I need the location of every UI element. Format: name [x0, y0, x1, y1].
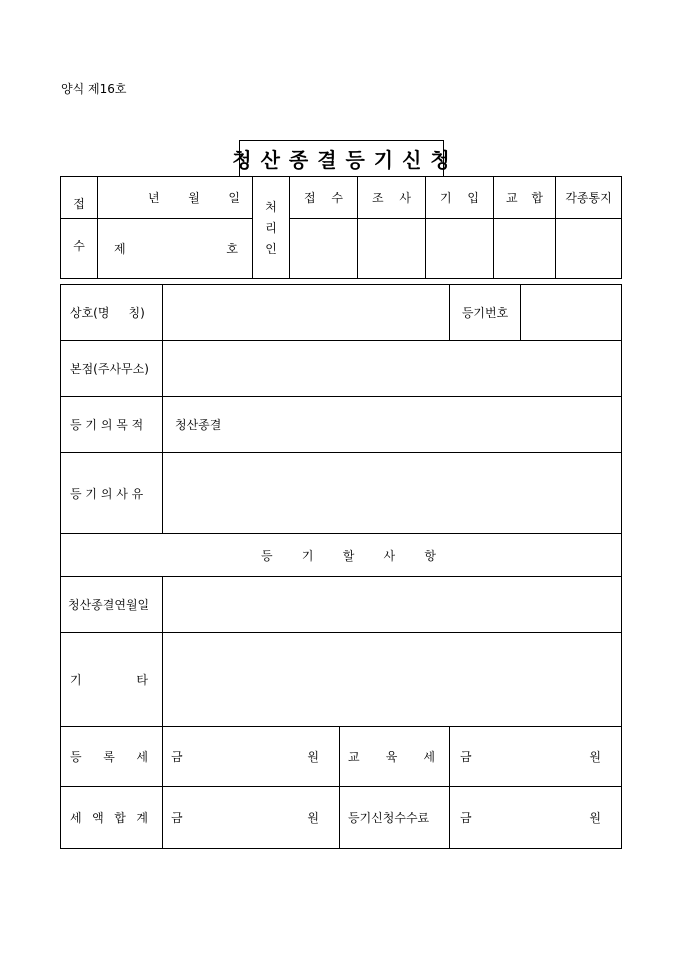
- col-verify: [494, 177, 556, 219]
- col-char: 입: [467, 191, 479, 205]
- matters-char: 항: [424, 548, 436, 563]
- col-notices: 각종통지: [556, 177, 622, 219]
- reg-number-field[interactable]: [450, 285, 622, 341]
- col-char: 기: [440, 191, 452, 205]
- reg-tax-amount[interactable]: [163, 727, 340, 787]
- amount-prefix: 금: [460, 811, 472, 825]
- reg-tax-label: [61, 727, 163, 787]
- other-field[interactable]: [163, 633, 622, 727]
- completion-date-label: 청산종결연월일: [61, 577, 163, 633]
- reason-label: 등 기 의 사 유: [61, 453, 163, 534]
- total-char: 액: [92, 811, 104, 825]
- number-suffix: 호: [226, 242, 238, 256]
- stamp-receipt[interactable]: [290, 219, 358, 279]
- title-char: 신: [402, 148, 423, 172]
- processor-char: 처: [265, 200, 277, 214]
- col-char: 교: [506, 191, 518, 205]
- trade-name-label: 상호(명 칭): [61, 285, 163, 341]
- edu-tax-char: 육: [385, 750, 398, 764]
- receipt-label-bottom: 수: [61, 219, 98, 279]
- total-char: 합: [114, 811, 126, 825]
- amount-prefix: 금: [171, 811, 183, 825]
- receipt-table: [60, 176, 622, 279]
- receipt-label-top: 접: [61, 177, 98, 219]
- matters-char: 할: [342, 548, 355, 563]
- amount-suffix: 원: [589, 811, 602, 825]
- edu-tax-amount[interactable]: [450, 727, 622, 787]
- col-review: [358, 177, 426, 219]
- stamp-verify[interactable]: [494, 219, 556, 279]
- amount-prefix: 금: [460, 750, 472, 764]
- other-label: [61, 633, 163, 727]
- stamp-notices[interactable]: [556, 219, 622, 279]
- purpose-value[interactable]: 청산종결: [163, 397, 622, 453]
- amount-suffix: 원: [589, 750, 602, 764]
- col-char: 조: [372, 191, 384, 205]
- trade-name-field[interactable]: [163, 285, 450, 341]
- reason-field[interactable]: [163, 453, 622, 534]
- fee-label: 등기신청수수료: [340, 787, 450, 849]
- col-char: 수: [331, 191, 343, 205]
- day-label: 일: [228, 191, 240, 205]
- col-char: 합: [531, 191, 543, 205]
- title-char: 청: [232, 148, 253, 172]
- title-char: 청: [430, 148, 451, 172]
- other-char: 기: [70, 673, 82, 687]
- edu-tax-label: [340, 727, 450, 787]
- month-label: 월: [188, 191, 200, 205]
- number-prefix: 제: [114, 242, 126, 256]
- form-title: [232, 140, 451, 176]
- title-char: 결: [317, 148, 338, 172]
- matters-char: 기: [301, 548, 314, 563]
- fee-amount[interactable]: [450, 787, 622, 849]
- reg-number-input[interactable]: [521, 285, 621, 340]
- matters-char: 등: [261, 548, 273, 563]
- amount-suffix: 원: [307, 750, 319, 764]
- other-char: 타: [136, 673, 148, 687]
- reg-tax-char: 세: [136, 750, 148, 764]
- stamp-entry[interactable]: [426, 219, 494, 279]
- col-char: 사: [399, 191, 411, 205]
- matters-header: [61, 534, 622, 577]
- amount-suffix: 원: [307, 811, 319, 825]
- main-table: [60, 284, 622, 849]
- form-number: 양식 제16호: [61, 82, 127, 96]
- reg-tax-char: 록: [103, 750, 115, 764]
- processor-char: 리: [265, 221, 277, 235]
- edu-tax-char: 교: [348, 750, 360, 764]
- total-char: 세: [70, 811, 82, 825]
- year-label: 년: [148, 191, 160, 205]
- col-char: 접: [304, 191, 316, 205]
- total-amount[interactable]: [163, 787, 340, 849]
- col-receipt: [290, 177, 358, 219]
- head-office-field[interactable]: [163, 341, 622, 397]
- edu-tax-char: 세: [423, 750, 435, 764]
- title-char: 등: [345, 148, 366, 172]
- reg-tax-char: 등: [70, 750, 82, 764]
- title-char: 종: [288, 148, 310, 172]
- receipt-number-cell[interactable]: [98, 219, 253, 279]
- stamp-review[interactable]: [358, 219, 426, 279]
- total-char: 계: [136, 811, 148, 825]
- processor-label: [253, 177, 290, 279]
- reg-number-label: 등기번호: [450, 285, 521, 340]
- col-entry: [426, 177, 494, 219]
- head-office-label: 본점(주사무소): [61, 341, 163, 397]
- completion-date-field[interactable]: [163, 577, 622, 633]
- processor-char: 인: [265, 242, 277, 256]
- receipt-date-cell[interactable]: [98, 177, 253, 219]
- title-char: 기: [373, 148, 395, 172]
- total-label: [61, 787, 163, 849]
- title-char: 산: [260, 148, 281, 172]
- matters-char: 사: [383, 548, 396, 563]
- amount-prefix: 금: [171, 750, 183, 764]
- purpose-label: 등 기 의 목 적: [61, 397, 163, 453]
